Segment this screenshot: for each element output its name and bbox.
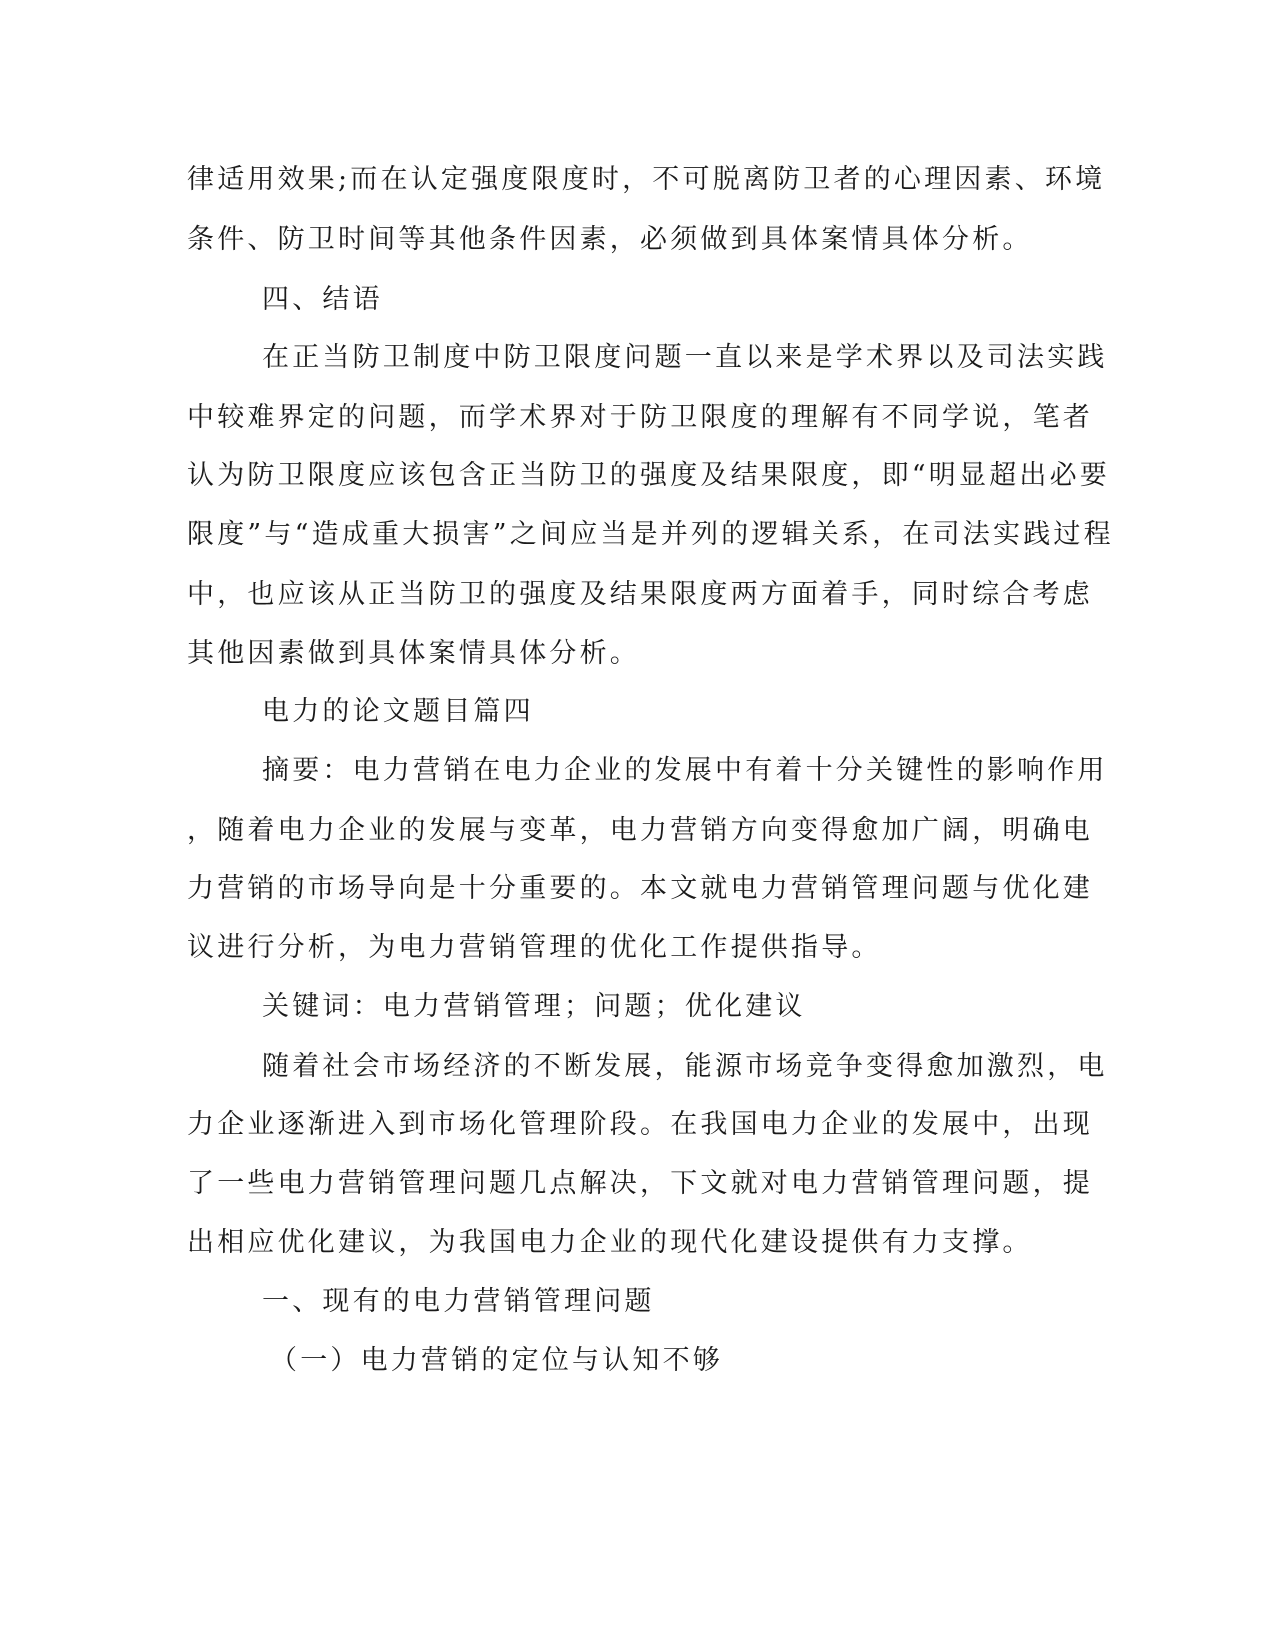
- text-line: 了一些电力营销管理问题几点解决，下文就对电力营销管理问题，提: [187, 1168, 1093, 1199]
- text-line: 在正当防卫制度中防卫限度问题一直以来是学术界以及司法实践: [262, 342, 1108, 373]
- text-line: 议进行分析，为电力营销管理的优化工作提供指导。: [187, 932, 882, 963]
- keywords-line: 关键词：电力营销管理；问题；优化建议: [262, 991, 806, 1022]
- text-line: 摘要：电力营销在电力企业的发展中有着十分关键性的影响作用: [262, 755, 1108, 786]
- text-line: 限度”与“造成重大损害”之间应当是并列的逻辑关系，在司法实践过程: [187, 519, 1114, 550]
- article-title: 电力的论文题目篇四: [262, 696, 534, 727]
- section-heading: 一、现有的电力营销管理问题: [262, 1286, 655, 1317]
- text-line: ，随着电力企业的发展与变革，电力营销方向变得愈加广阔，明确电: [187, 815, 1093, 846]
- subsection-heading: （一）电力营销的定位与认知不够: [270, 1345, 723, 1376]
- text-line: 中较难界定的问题，而学术界对于防卫限度的理解有不同学说，笔者: [187, 402, 1093, 433]
- text-line: 律适用效果;而在认定强度限度时，不可脱离防卫者的心理因素、环境: [187, 164, 1106, 195]
- section-heading: 四、结语: [262, 284, 383, 315]
- text-line: 随着社会市场经济的不断发展，能源市场竞争变得愈加激烈，电: [262, 1051, 1108, 1082]
- text-line: 出相应优化建议，为我国电力企业的现代化建设提供有力支撑。: [187, 1227, 1033, 1258]
- text-line: 力企业逐渐进入到市场化管理阶段。在我国电力企业的发展中，出现: [187, 1109, 1093, 1140]
- text-line: 其他因素做到具体案情具体分析。: [187, 638, 640, 669]
- text-line: 中，也应该从正当防卫的强度及结果限度两方面着手，同时综合考虑: [187, 579, 1093, 610]
- text-line: 认为防卫限度应该包含正当防卫的强度及结果限度，即“明显超出必要: [187, 460, 1111, 491]
- text-line: 条件、防卫时间等其他条件因素，必须做到具体案情具体分析。: [187, 224, 1033, 255]
- text-line: 力营销的市场导向是十分重要的。本文就电力营销管理问题与优化建: [187, 873, 1093, 904]
